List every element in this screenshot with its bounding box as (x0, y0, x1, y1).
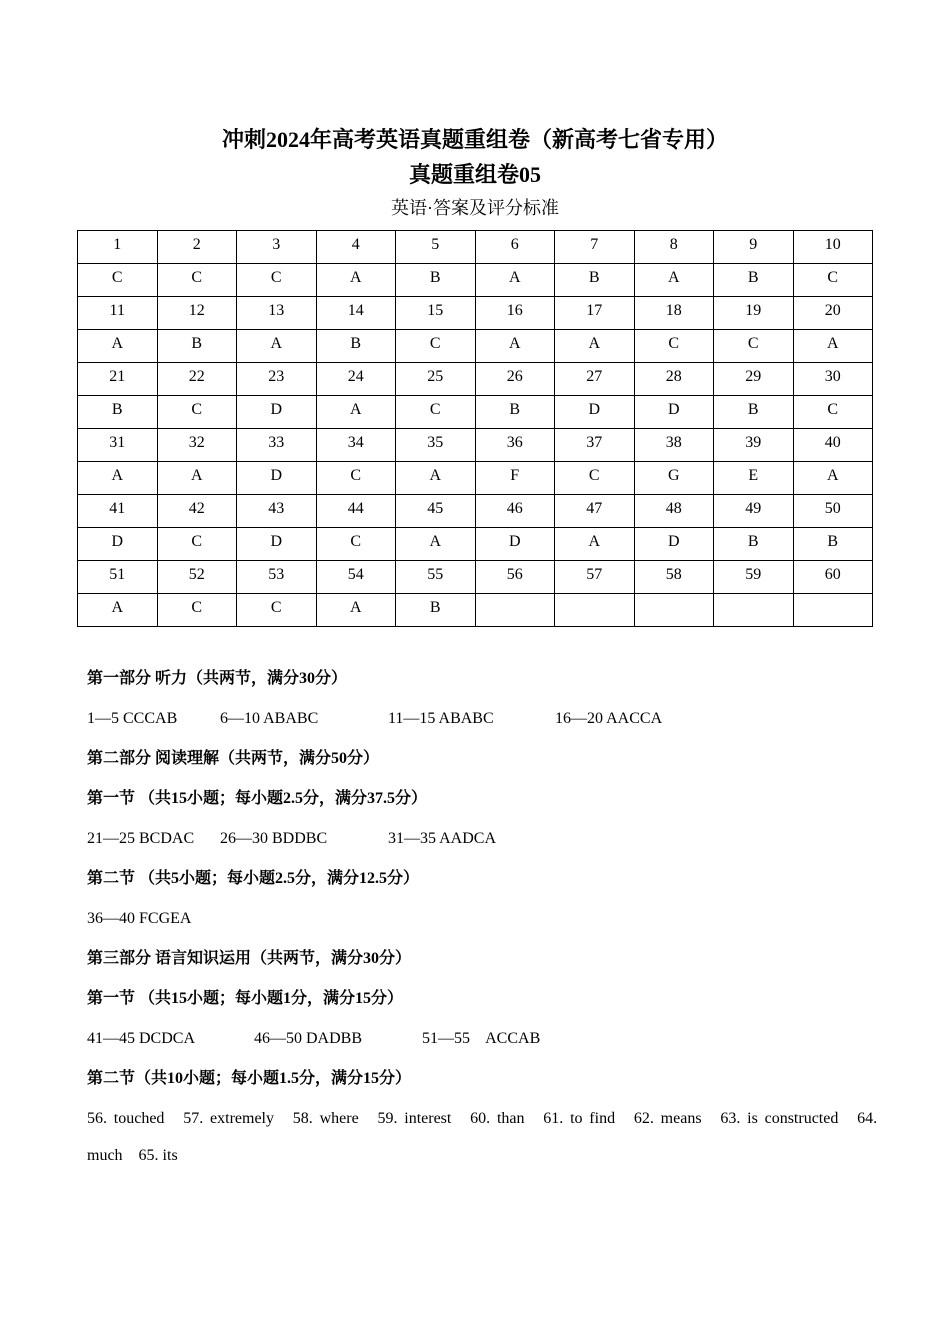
question-number-cell: 48 (634, 495, 714, 528)
answer-cell: D (475, 528, 555, 561)
answer-cell: A (157, 462, 237, 495)
answer-cell: C (237, 594, 317, 627)
answer-cell (793, 594, 873, 627)
answer-cell: B (793, 528, 873, 561)
answer-cell: C (396, 330, 476, 363)
part3-section2-heading: 第二节（共10小题；每小题1.5分，满分15分） (87, 1070, 412, 1087)
answer-cell: C (316, 528, 396, 561)
answer-cell: C (157, 396, 237, 429)
answer-cell: C (634, 330, 714, 363)
question-number-cell: 13 (237, 297, 317, 330)
question-number-row (78, 363, 873, 396)
question-number-row (78, 495, 873, 528)
answer-cell: C (78, 264, 158, 297)
answer-cell: C (157, 594, 237, 627)
answer-cell: A (396, 462, 476, 495)
answer-cell: A (316, 396, 396, 429)
fill-answer: 57. extremely (183, 1110, 274, 1127)
question-number-cell: 6 (475, 231, 555, 264)
answer-cell: A (475, 330, 555, 363)
question-number-cell: 14 (316, 297, 396, 330)
answer-cell: C (396, 396, 476, 429)
answer-cell: A (793, 462, 873, 495)
question-number-row (78, 561, 873, 594)
question-number-cell: 34 (316, 429, 396, 462)
answer-cell: D (237, 396, 317, 429)
answer-cell: B (555, 264, 635, 297)
answer-letter-row (78, 330, 873, 363)
answer-cell: B (396, 594, 476, 627)
answer-letter-row (78, 528, 873, 561)
answer-cell: C (555, 462, 635, 495)
answer-group: 11—15 ABABC (388, 710, 494, 727)
part2-section1-heading: 第一节 （共15小题；每小题2.5分，满分37.5分） (87, 790, 428, 807)
question-number-cell: 28 (634, 363, 714, 396)
part2-section2-answers: 36—40 FCGEA (87, 910, 192, 927)
answer-cell: B (316, 330, 396, 363)
question-number-row (78, 231, 873, 264)
document-subtitle: 真题重组卷05 (408, 162, 541, 187)
question-number-cell: 2 (157, 231, 237, 264)
question-number-cell: 43 (237, 495, 317, 528)
answer-cell: A (555, 330, 635, 363)
fill-answer: 65. its (138, 1147, 178, 1164)
answer-letter-row (78, 462, 873, 495)
question-number-cell: 55 (396, 561, 476, 594)
question-number-cell: 1 (78, 231, 158, 264)
answer-group: 26—30 BDDBC (220, 830, 328, 847)
answer-cell: A (237, 330, 317, 363)
answer-cell: D (555, 396, 635, 429)
part1-heading: 第一部分 听力（共两节，满分30分） (87, 670, 348, 687)
question-number-cell: 35 (396, 429, 476, 462)
question-number-cell: 56 (475, 561, 555, 594)
question-number-cell: 16 (475, 297, 555, 330)
question-number-cell: 11 (78, 297, 158, 330)
question-number-cell: 18 (634, 297, 714, 330)
question-number-cell: 51 (78, 561, 158, 594)
answer-cell: A (396, 528, 476, 561)
answer-cell: B (396, 264, 476, 297)
answer-cell: C (793, 396, 873, 429)
answer-group: 16—20 AACCA (555, 710, 663, 727)
part3-section1-heading: 第一节 （共15小题；每小题1分，满分15分） (87, 990, 404, 1007)
answer-cell: D (634, 396, 714, 429)
answer-group: 41—45 DCDCA (87, 1030, 196, 1047)
question-number-row (78, 297, 873, 330)
answer-cell: D (237, 528, 317, 561)
question-number-cell: 3 (237, 231, 317, 264)
answer-cell: B (714, 264, 794, 297)
answer-cell (475, 594, 555, 627)
question-number-cell: 19 (714, 297, 794, 330)
question-number-cell: 42 (157, 495, 237, 528)
question-number-cell: 31 (78, 429, 158, 462)
answer-group: 6—10 ABABC (220, 710, 319, 727)
question-number-cell: 21 (78, 363, 158, 396)
question-number-cell: 32 (157, 429, 237, 462)
answer-cell: A (78, 462, 158, 495)
answer-cell: C (714, 330, 794, 363)
question-number-cell: 52 (157, 561, 237, 594)
answer-cell (714, 594, 794, 627)
fill-answer: 59. interest (377, 1110, 452, 1127)
question-number-cell: 46 (475, 495, 555, 528)
question-number-cell: 36 (475, 429, 555, 462)
fill-answer: 63. is constructed (720, 1110, 839, 1127)
answer-group: 21—25 BCDAC (87, 830, 195, 847)
question-number-cell: 4 (316, 231, 396, 264)
question-number-cell: 10 (793, 231, 873, 264)
question-number-cell: 60 (793, 561, 873, 594)
document-caption: 英语·答案及评分标准 (391, 198, 559, 218)
question-number-row (78, 429, 873, 462)
answer-cell: C (157, 264, 237, 297)
answer-cell: A (475, 264, 555, 297)
question-number-cell: 9 (714, 231, 794, 264)
answer-cell: G (634, 462, 714, 495)
question-number-cell: 33 (237, 429, 317, 462)
question-number-cell: 17 (555, 297, 635, 330)
answer-cell: A (78, 330, 158, 363)
answer-cell: D (78, 528, 158, 561)
answer-letter-row (78, 396, 873, 429)
answer-cell: D (237, 462, 317, 495)
question-number-cell: 37 (555, 429, 635, 462)
answer-cell: B (475, 396, 555, 429)
question-number-cell: 45 (396, 495, 476, 528)
answer-cell: B (78, 396, 158, 429)
question-number-cell: 29 (714, 363, 794, 396)
answer-cell: A (316, 594, 396, 627)
fill-answer: 61. to find (543, 1110, 616, 1127)
answer-letter-row (78, 264, 873, 297)
answer-group: 31—35 AADCA (388, 830, 497, 847)
question-number-cell: 54 (316, 561, 396, 594)
part3-heading: 第三部分 语言知识运用（共两节，满分30分） (87, 950, 412, 967)
question-number-cell: 20 (793, 297, 873, 330)
question-number-cell: 39 (714, 429, 794, 462)
question-number-cell: 38 (634, 429, 714, 462)
answer-cell: B (714, 528, 794, 561)
answer-cell: C (157, 528, 237, 561)
question-number-cell: 41 (78, 495, 158, 528)
question-number-cell: 8 (634, 231, 714, 264)
answer-group: 51—55 ACCAB (422, 1030, 541, 1047)
answer-cell: C (316, 462, 396, 495)
question-number-cell: 22 (157, 363, 237, 396)
answer-cell: C (237, 264, 317, 297)
fill-answer: 56. touched (87, 1110, 165, 1127)
fill-answer: 60. than (470, 1110, 525, 1127)
question-number-cell: 7 (555, 231, 635, 264)
question-number-cell: 24 (316, 363, 396, 396)
question-number-cell: 49 (714, 495, 794, 528)
answer-letter-row (78, 594, 873, 627)
fill-answer: 58. where (292, 1110, 359, 1127)
question-number-cell: 5 (396, 231, 476, 264)
question-number-cell: 23 (237, 363, 317, 396)
question-number-cell: 30 (793, 363, 873, 396)
question-number-cell: 27 (555, 363, 635, 396)
answer-cell: B (714, 396, 794, 429)
question-number-cell: 59 (714, 561, 794, 594)
answer-group: 46—50 DADBB (254, 1030, 363, 1047)
answer-cell: A (78, 594, 158, 627)
answer-cell: F (475, 462, 555, 495)
part2-section2-heading: 第二节 （共5小题；每小题2.5分，满分12.5分） (87, 870, 420, 887)
question-number-cell: 44 (316, 495, 396, 528)
answer-cell: A (793, 330, 873, 363)
answer-cell (634, 594, 714, 627)
question-number-cell: 58 (634, 561, 714, 594)
answer-cell: C (793, 264, 873, 297)
answer-group: 1—5 CCCAB (87, 710, 178, 727)
answer-cell: A (555, 528, 635, 561)
question-number-cell: 50 (793, 495, 873, 528)
document-title: 冲刺2024年高考英语真题重组卷（新高考七省专用） (221, 127, 728, 152)
answer-table (77, 230, 873, 627)
answer-cell: A (634, 264, 714, 297)
question-number-cell: 25 (396, 363, 476, 396)
part3-section2-answers (87, 1100, 877, 1174)
part2-heading: 第二部分 阅读理解（共两节，满分50分） (87, 750, 380, 767)
answer-cell: B (157, 330, 237, 363)
question-number-cell: 47 (555, 495, 635, 528)
question-number-cell: 15 (396, 297, 476, 330)
question-number-cell: 12 (157, 297, 237, 330)
question-number-cell: 40 (793, 429, 873, 462)
answer-cell: A (316, 264, 396, 297)
question-number-cell: 53 (237, 561, 317, 594)
answer-cell: D (634, 528, 714, 561)
fill-answer: 64. much (87, 1110, 878, 1164)
answer-cell (555, 594, 635, 627)
question-number-cell: 26 (475, 363, 555, 396)
fill-answer: 62. means (633, 1110, 702, 1127)
answer-cell: E (714, 462, 794, 495)
question-number-cell: 57 (555, 561, 635, 594)
